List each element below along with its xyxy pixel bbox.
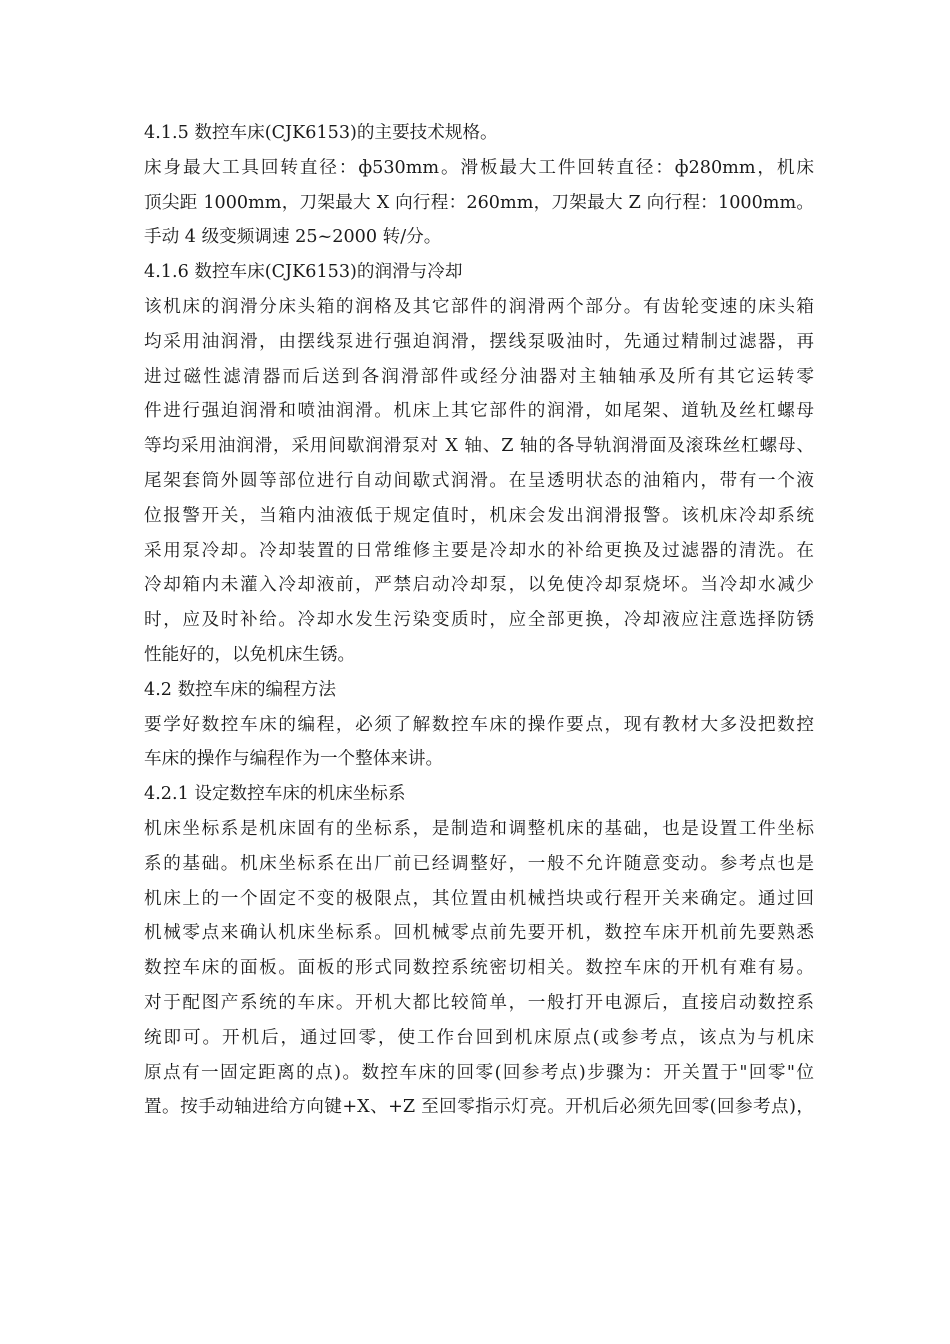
document-body bbox=[144, 116, 814, 1125]
text-line: 时，应及时补给。冷却水发生污染变质时，应全部更换，冷却液应注意选择防锈 bbox=[144, 610, 814, 631]
text-line: 该机床的润滑分床头箱的润格及其它部件的润滑两个部分。有齿轮变速的床头箱 bbox=[144, 296, 814, 317]
text-line: 系的基础。机床坐标系在出厂前已经调整好，一般不允许随意变动。参考点也是 bbox=[144, 853, 814, 874]
text-line: 机械零点来确认机床坐标系。回机械零点前先要开机，数控车床开机前先要熟悉 bbox=[144, 923, 814, 944]
text-line: 数控车床的面板。面板的形式同数控系统密切相关。数控车床的开机有难有易。 bbox=[144, 958, 814, 979]
text-line: 进过磁性滤清器而后送到各润滑部件或经分油器对主轴轴承及所有其它运转零 bbox=[144, 366, 814, 387]
heading-4-2: 4.2 数控车床的编程方法 bbox=[144, 679, 336, 700]
text-line: 尾架套筒外圆等部位进行自动间歇式润滑。在呈透明状态的油箱内，带有一个液 bbox=[144, 470, 814, 491]
text-line: 均采用油润滑，由摆线泵进行强迫润滑，摆线泵吸油时，先通过精制过滤器，再 bbox=[144, 331, 814, 352]
text-line: 要学好数控车床的编程，必须了解数控车床的操作要点，现有教材大多没把数控 bbox=[144, 714, 814, 735]
text-line: 机床坐标系是机床固有的坐标系，是制造和调整机床的基础，也是设置工件坐标 bbox=[144, 818, 814, 839]
text-line: 统即可。开机后，通过回零，使工作台回到机床原点(或参考点，该点为与机床 bbox=[144, 1027, 814, 1048]
text-line: 对于配图产系统的车床。开机大都比较简单，一般打开电源后，直接启动数控系 bbox=[144, 992, 814, 1013]
text-line: 等均采用油润滑，采用间歇润滑泵对 X 轴、Z 轴的各导轨润滑面及滚珠丝杠螺母、 bbox=[144, 436, 814, 457]
text-line: 原点有一固定距离的点)。数控车床的回零(回参考点)步骤为：开关置于"回零"位 bbox=[144, 1062, 814, 1083]
text-line: 冷却箱内未灌入冷却液前，严禁启动冷却泵，以免使冷却泵烧坏。当冷却水减少 bbox=[144, 575, 814, 596]
heading-4-1-6: 4.1.6 数控车床(CJK6153)的润滑与冷却 bbox=[144, 262, 463, 283]
text-line: 车床的操作与编程作为一个整体来讲。 bbox=[144, 749, 444, 770]
text-line: 件进行强迫润滑和喷油润滑。机床上其它部件的润滑，如尾架、道轨及丝杠螺母 bbox=[144, 401, 814, 422]
text-line: 位报警开关，当箱内油液低于规定值时，机床会发出润滑报警。该机床冷却系统 bbox=[144, 505, 814, 526]
heading-4-1-5: 4.1.5 数控车床(CJK6153)的主要技术规格。 bbox=[144, 123, 498, 143]
text-line: 顶尖距 1000mm，刀架最大 X 向行程：260mm，刀架最大 Z 向行程：1000mm。 bbox=[144, 192, 814, 213]
heading-4-2-1: 4.2.1 设定数控车床的机床坐标系 bbox=[144, 784, 406, 805]
text-line: 采用泵冷却。冷却装置的日常维修主要是冷却水的补给更换及过滤器的清洗。在 bbox=[144, 540, 814, 561]
text-line: 床身最大工具回转直径：ф530mm。滑板最大工件回转直径：ф280mm，机床 bbox=[144, 157, 814, 178]
text-line: 性能好的，以免机床生锈。 bbox=[144, 644, 356, 665]
text-line: 手动 4 级变频调速 25~2000 转/分。 bbox=[144, 227, 442, 248]
text-line: 置。按手动轴进给方向键+X、+Z 至回零指示灯亮。开机后必须先回零(回参考点)， bbox=[144, 1097, 814, 1118]
text-line: 机床上的一个固定不变的极限点，其位置由机械挡块或行程开关来确定。通过回 bbox=[144, 888, 814, 909]
